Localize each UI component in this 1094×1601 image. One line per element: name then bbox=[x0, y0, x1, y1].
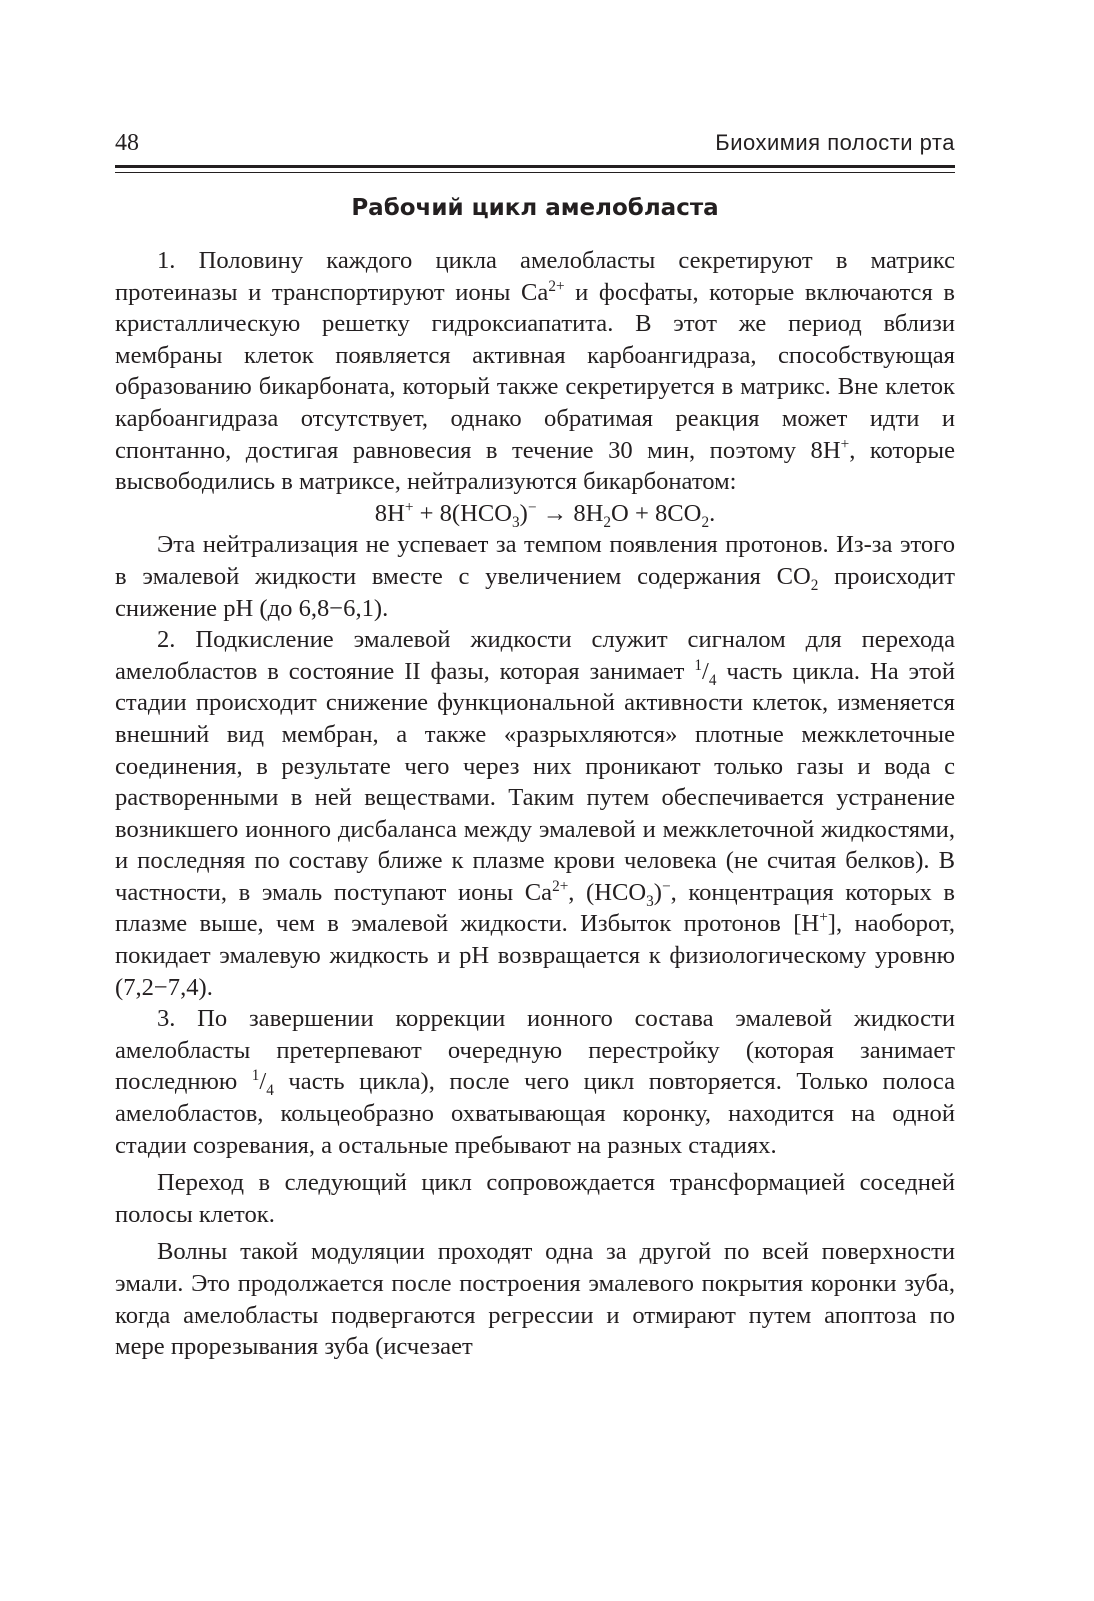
paragraph-3: 2. Подкисление эмалевой жидкости служит сигналом для перехода амелобластов в состояние II фазы, которая занимает $^1/_4$ часть цикла. На этой стадии происходит снижение функциональной активности клеток, изменяется внешний вид мембран, а также «разрыхляются» плотные межклеточные соединения, в результате чего через них проникают только газы и вода с растворенными в ней веществами. Таким путем обеспечивается устранение возникшего ионного дисбаланса между эмалевой и межклеточной жидкостями, и последняя по составу ближе к плазме крови человека (не считая белков). В частности, в эмаль поступают ионы $Ca^{2+}$, $(HCO_3)^-$, концентрация которых в плазме выше, чем в эмалевой жидкости. Избыток протонов [H+], наоборот, покидает эмалевую жидкость и pH возвращается к физиологическому уровню (7,2−7,4). bbox=[115, 626, 955, 1001]
running-title: Биохимия полости рта bbox=[715, 130, 955, 155]
fraction-one-quarter: $^1/_4$ bbox=[251, 1067, 274, 1100]
paragraph-2: Эта нейтрализация не успевает за темпом появления протонов. Из-за этого в эмалевой жидкости вместе с увеличением содержания $CO_2$ происходит снижение pH (до 6,8−6,1). bbox=[115, 531, 955, 622]
paragraph-6: Волны такой модуляции проходят одна за другой по всей поверхности эмали. Это продолжается после построения эмалевого покрытия коронки зуба, когда амелобласты подвергаются регрессии и отмирают путем апоптоза по мере прорезывания зуба (исчезает bbox=[115, 1238, 955, 1361]
running-head bbox=[115, 128, 955, 158]
header-rule-thin bbox=[115, 172, 955, 173]
paragraph-5: Переход в следующий цикл сопровождается трансформацией соседней полосы клеток. bbox=[115, 1169, 955, 1228]
body-text bbox=[115, 245, 955, 1363]
section-title: Рабочий цикл амелобласта bbox=[351, 195, 719, 221]
chemical-equation: $8H^+ + 8(HCO_3)^- \to 8H_2O + 8CO_2$. bbox=[374, 498, 716, 531]
page-number: 48 bbox=[115, 130, 139, 156]
paragraph-4: 3. По завершении коррекции ионного состава эмалевой жидкости амелобласты претерпевают очередную перестройку (которая занимает последнюю $^1/_4$ часть цикла), после чего цикл повторяется. Только полоса амелобластов, кольцеобразно охватывающая коронку, находится на одной стадии созревания, а остальные пребывают на разных стадиях. bbox=[115, 1005, 955, 1159]
header-rule-thick bbox=[115, 165, 955, 168]
paragraph-1: 1. Половину каждого цикла амелобласты секретируют в матрикс протеиназы и транспортируют ионы $Ca^{2+}$ и фосфаты, которые включаются в кристаллическую решетку гидроксиапатита. В этот же период вблизи мембраны клеток появляется активная карбоангидраза, способствующая образованию бикарбоната, который также секретируется в матрикс. Вне клеток карбоангидраза отсутствует, однако обратимая реакция может идти и спонтанно, достигая равновесия в течение 30 мин, поэтому 8H+, которые высвободились в матриксе, нейтрализуются бикарбонатом: bbox=[115, 247, 955, 496]
fraction-one-quarter: $^1/_4$ bbox=[694, 656, 717, 689]
